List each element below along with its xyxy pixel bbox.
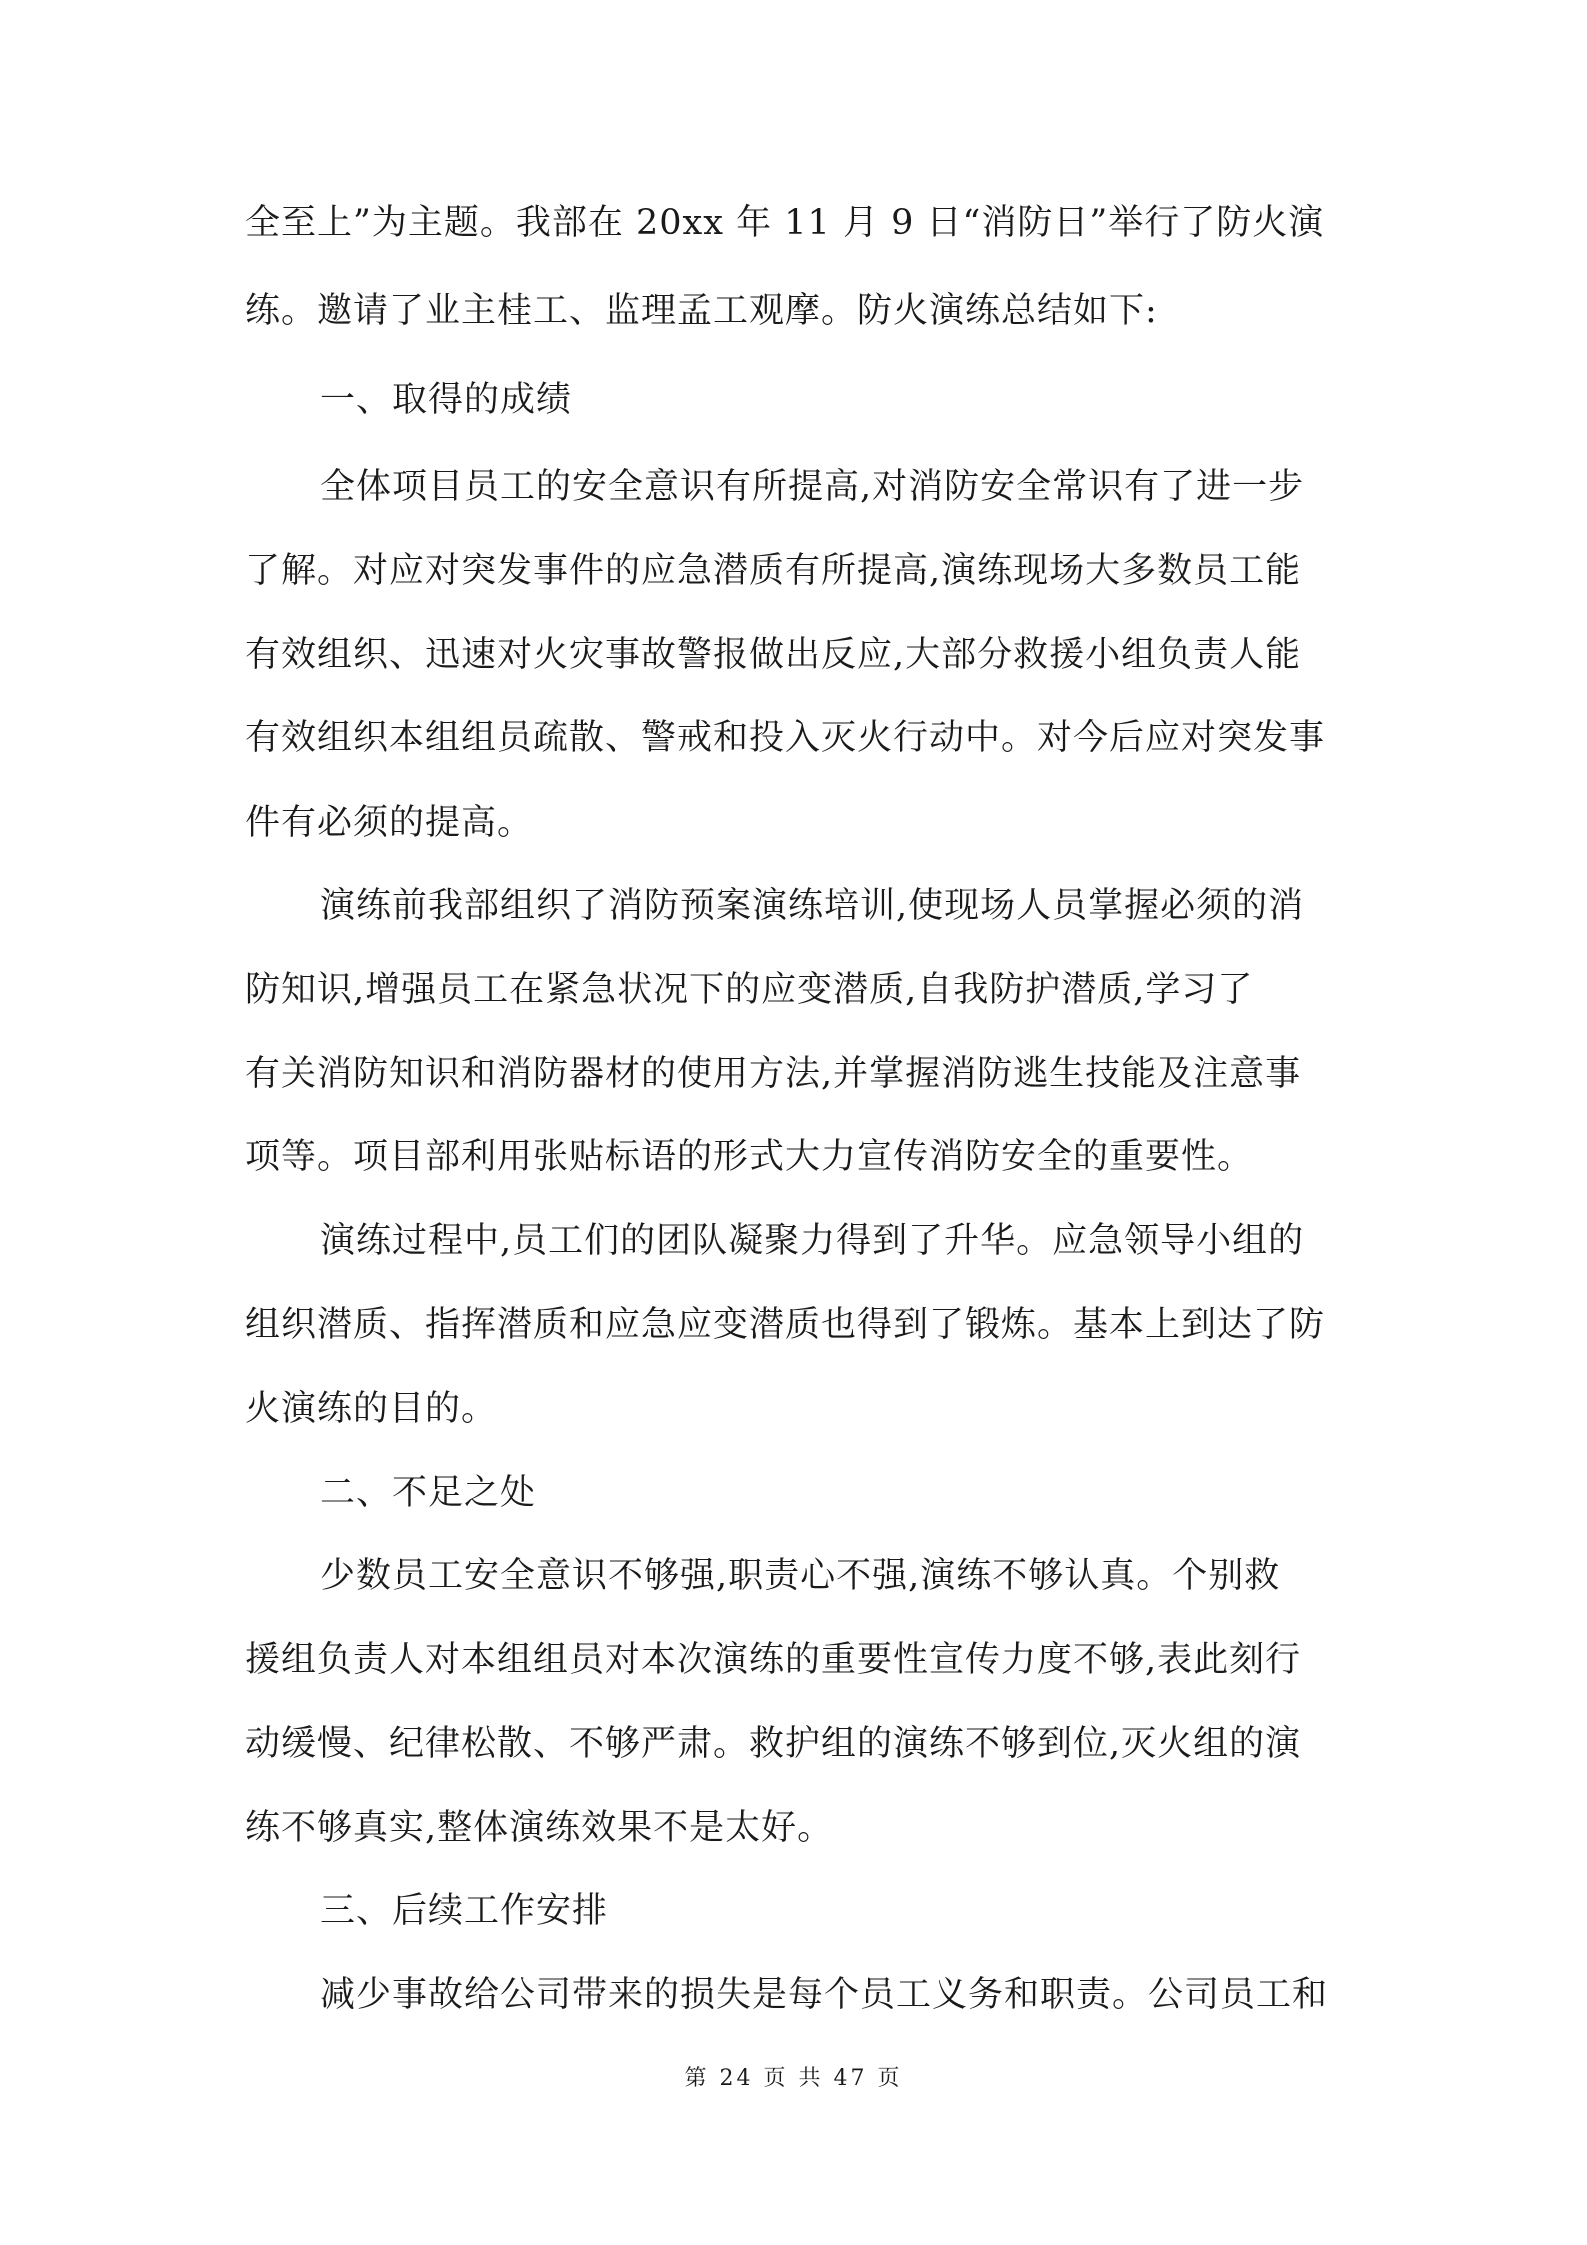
text-line: 练。邀请了业主桂工、监理孟工观摩。防火演练总结如下: [245,291,1158,331]
text-line: 组织潜质、指挥潜质和应急应变潜质也得到了锻炼。基本上到达了防 [245,1305,1326,1345]
text-line: 演练前我部组织了消防预案演练培训,使现场人员掌握必须的消 [320,886,1305,926]
section-heading: 一、取得的成绩 [320,380,573,420]
text-line: 项等。项目部利用张贴标语的形式大力宣传消防安全的重要性。 [245,1137,1254,1177]
text-line: 动缓慢、纪律松散、不够严肃。救护组的演练不够到位,灭火组的演 [245,1724,1302,1764]
text-line: 有效组织本组组员疏散、警戒和投入灭火行动中。对今后应对突发事 [245,718,1326,758]
page-number-footer: 第 24 页 共 47 页 [684,2066,903,2091]
text-line: 减少事故给公司带来的损失是每个员工义务和职责。公司员工和 [320,1975,1329,2015]
text-line: 了解。对应对突发事件的应急潜质有所提高,演练现场大多数员工能 [245,551,1302,591]
text-line: 演练过程中,员工们的团队凝聚力得到了升华。应急领导小组的 [320,1221,1305,1261]
text-line: 防知识,增强员工在紧急状况下的应变潜质,自我防护潜质,学习了 [245,970,1254,1010]
text-line: 全至上”为主题。我部在 20xx 年 11 月 9 日“消防日”举行了防火演 [245,203,1325,243]
text-line: 少数员工安全意识不够强,职责心不强,演练不够认真。个别救 [320,1556,1281,1596]
section-heading: 二、不足之处 [320,1473,537,1513]
text-line: 援组负责人对本组组员对本次演练的重要性宣传力度不够,表此刻行 [245,1640,1302,1680]
section-heading: 三、后续工作安排 [320,1891,609,1931]
text-line: 有效组织、迅速对火灾事故警报做出反应,大部分救援小组负责人能 [245,635,1302,675]
text-line: 火演练的目的。 [245,1389,498,1429]
text-line: 全体项目员工的安全意识有所提高,对消防安全常识有了进一步 [320,467,1305,507]
text-line: 有关消防知识和消防器材的使用方法,并掌握消防逃生技能及注意事 [245,1054,1302,1094]
text-line: 件有必须的提高。 [245,803,534,843]
text-line: 练不够真实,整体演练效果不是太好。 [245,1808,834,1848]
